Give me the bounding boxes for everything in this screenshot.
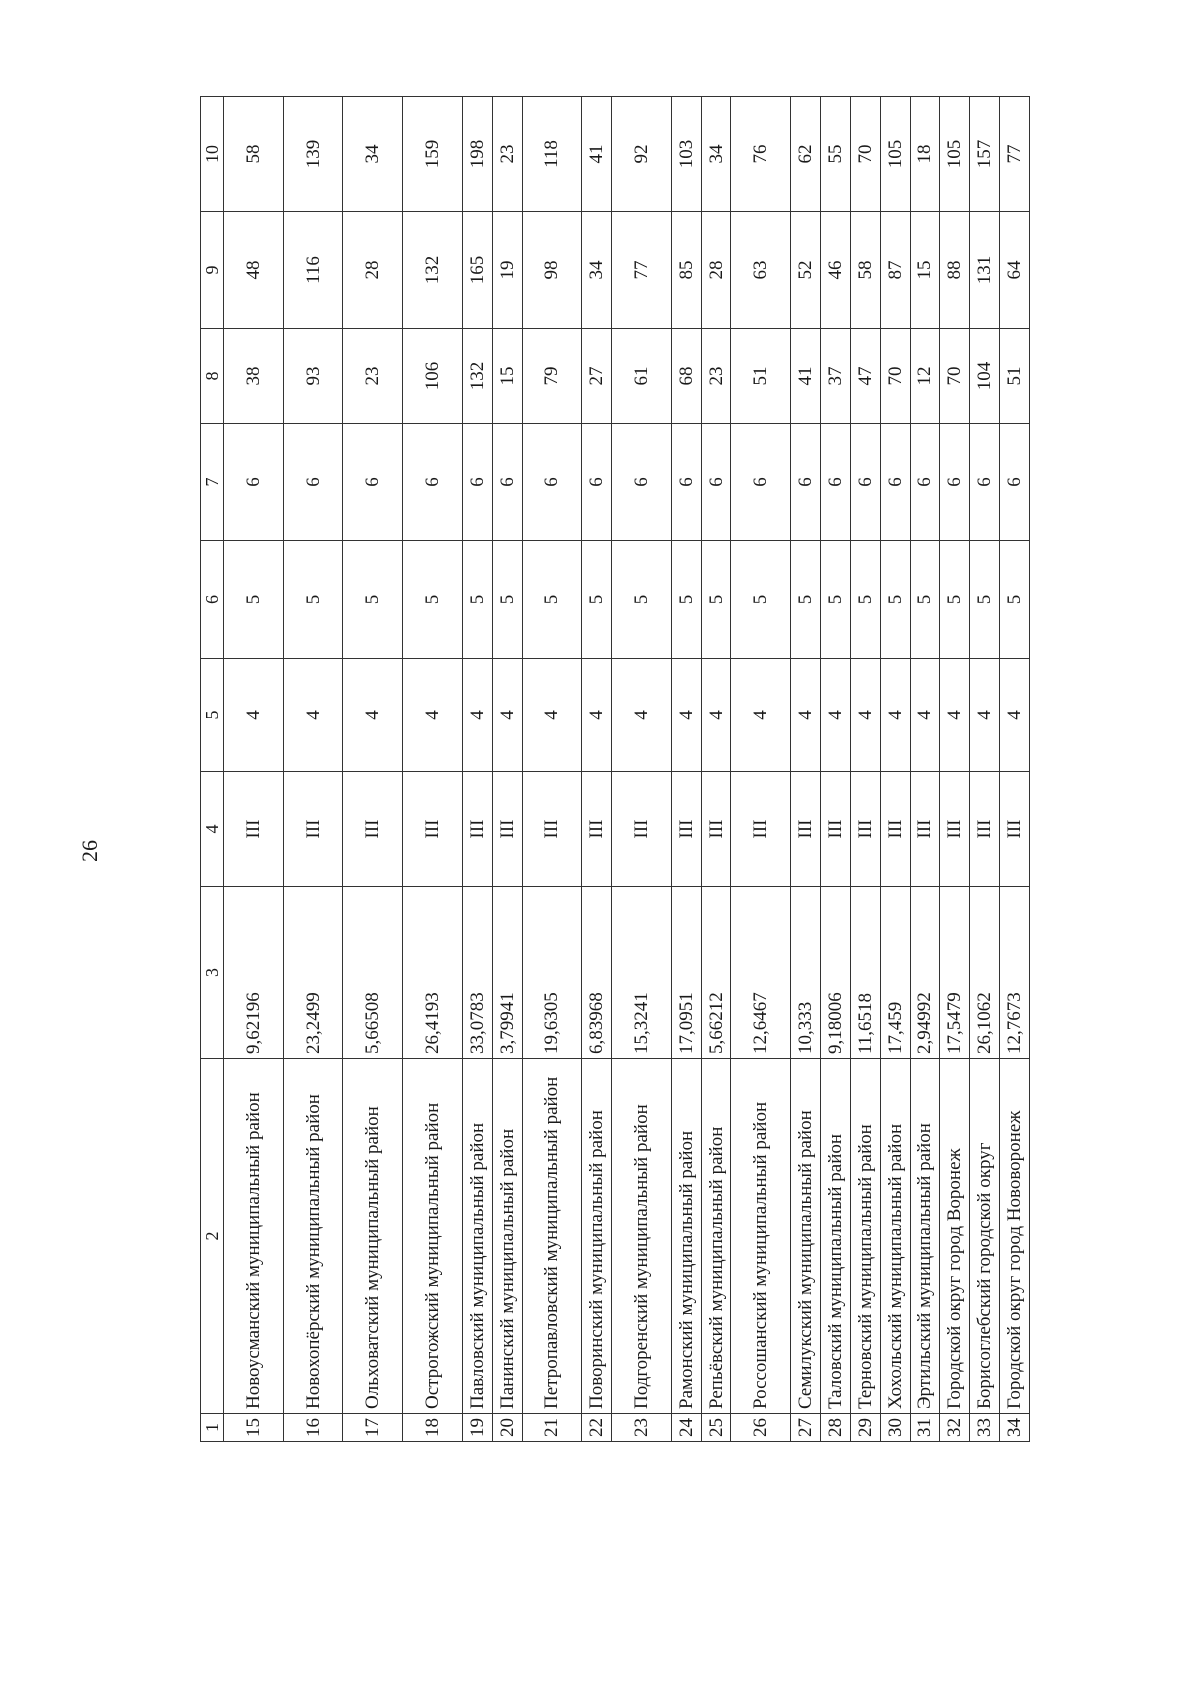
col7-cell: 6 — [791, 424, 821, 541]
row-number-cell: 23 — [612, 1414, 672, 1442]
category-cell: III — [820, 772, 850, 887]
col9-cell: 64 — [1000, 212, 1030, 329]
col7-cell: 6 — [880, 424, 910, 541]
category-cell: III — [1000, 772, 1030, 887]
category-cell: III — [731, 772, 791, 887]
col10-cell: 118 — [522, 97, 582, 212]
col5-cell: 4 — [731, 659, 791, 772]
category-cell: III — [522, 772, 582, 887]
col7-cell: 6 — [403, 424, 463, 541]
col9-cell: 77 — [612, 212, 672, 329]
area-cell: 17,5479 — [940, 887, 970, 1059]
col6-cell: 5 — [910, 541, 940, 659]
district-name-cell: Россошанский муниципальный район — [731, 1059, 791, 1414]
table-row — [582, 97, 612, 1442]
row-number-cell: 20 — [492, 1414, 522, 1442]
district-name-cell: Городской округ город Воронеж — [940, 1059, 970, 1414]
col5-cell: 4 — [224, 659, 284, 772]
col8-cell: 37 — [820, 329, 850, 424]
area-cell: 26,1062 — [970, 887, 1000, 1059]
district-name-cell: Хохольский муниципальный район — [880, 1059, 910, 1414]
row-number-cell: 25 — [701, 1414, 731, 1442]
table-row — [850, 97, 880, 1442]
table-body — [224, 97, 1030, 1442]
header-cell: 7 — [201, 424, 224, 541]
table-row — [343, 97, 403, 1442]
category-cell: III — [403, 772, 463, 887]
header-row — [201, 97, 224, 1442]
col9-cell: 98 — [522, 212, 582, 329]
col7-cell: 6 — [492, 424, 522, 541]
col7-cell: 6 — [820, 424, 850, 541]
row-number-cell: 32 — [940, 1414, 970, 1442]
col9-cell: 52 — [791, 212, 821, 329]
col10-cell: 58 — [224, 97, 284, 212]
row-number-cell: 17 — [343, 1414, 403, 1442]
table-row — [880, 97, 910, 1442]
col6-cell: 5 — [462, 541, 492, 659]
col9-cell: 28 — [343, 212, 403, 329]
area-cell: 23,2499 — [283, 887, 343, 1059]
col10-cell: 34 — [343, 97, 403, 212]
row-number-cell: 29 — [850, 1414, 880, 1442]
area-cell: 5,66212 — [701, 887, 731, 1059]
col7-cell: 6 — [731, 424, 791, 541]
col10-cell: 55 — [820, 97, 850, 212]
area-cell: 6,83968 — [582, 887, 612, 1059]
area-cell: 12,6467 — [731, 887, 791, 1059]
col5-cell: 4 — [671, 659, 701, 772]
col5-cell: 4 — [283, 659, 343, 772]
district-name-cell: Городской округ город Нововоронеж — [1000, 1059, 1030, 1414]
row-number-cell: 24 — [671, 1414, 701, 1442]
category-cell: III — [880, 772, 910, 887]
area-cell: 3,79941 — [492, 887, 522, 1059]
col5-cell: 4 — [820, 659, 850, 772]
row-number-cell: 34 — [1000, 1414, 1030, 1442]
row-number-cell: 16 — [283, 1414, 343, 1442]
table-row — [1000, 97, 1030, 1442]
district-name-cell: Поворинский муниципальный район — [582, 1059, 612, 1414]
col9-cell: 46 — [820, 212, 850, 329]
col7-cell: 6 — [522, 424, 582, 541]
col8-cell: 79 — [522, 329, 582, 424]
table-row — [820, 97, 850, 1442]
district-name-cell: Подгоренский муниципальный район — [612, 1059, 672, 1414]
col6-cell: 5 — [224, 541, 284, 659]
category-cell: III — [701, 772, 731, 887]
table-row — [492, 97, 522, 1442]
col6-cell: 5 — [343, 541, 403, 659]
col7-cell: 6 — [343, 424, 403, 541]
col7-cell: 6 — [224, 424, 284, 541]
col7-cell: 6 — [612, 424, 672, 541]
row-number-cell: 26 — [731, 1414, 791, 1442]
col9-cell: 165 — [462, 212, 492, 329]
category-cell: III — [612, 772, 672, 887]
col8-cell: 93 — [283, 329, 343, 424]
table-row — [940, 97, 970, 1442]
category-cell: III — [850, 772, 880, 887]
col10-cell: 77 — [1000, 97, 1030, 212]
row-number-cell: 27 — [791, 1414, 821, 1442]
category-cell: III — [970, 772, 1000, 887]
district-name-cell: Семилукский муниципальный район — [791, 1059, 821, 1414]
district-name-cell: Острогожский муниципальный район — [403, 1059, 463, 1414]
category-cell: III — [671, 772, 701, 887]
col10-cell: 139 — [283, 97, 343, 212]
row-number-cell: 15 — [224, 1414, 284, 1442]
col8-cell: 104 — [970, 329, 1000, 424]
table-row — [671, 97, 701, 1442]
category-cell: III — [791, 772, 821, 887]
row-number-cell: 33 — [970, 1414, 1000, 1442]
col9-cell: 28 — [701, 212, 731, 329]
col6-cell: 5 — [1000, 541, 1030, 659]
col5-cell: 4 — [343, 659, 403, 772]
area-cell: 10,333 — [791, 887, 821, 1059]
district-name-cell: Таловский муниципальный район — [820, 1059, 850, 1414]
col8-cell: 23 — [343, 329, 403, 424]
col9-cell: 15 — [910, 212, 940, 329]
col5-cell: 4 — [492, 659, 522, 772]
table-row — [731, 97, 791, 1442]
col8-cell: 70 — [940, 329, 970, 424]
row-number-cell: 28 — [820, 1414, 850, 1442]
col10-cell: 76 — [731, 97, 791, 212]
area-cell: 11,6518 — [850, 887, 880, 1059]
col5-cell: 4 — [850, 659, 880, 772]
col10-cell: 105 — [880, 97, 910, 212]
area-cell: 17,0951 — [671, 887, 701, 1059]
category-cell: III — [343, 772, 403, 887]
table-row — [283, 97, 343, 1442]
col9-cell: 34 — [582, 212, 612, 329]
area-cell: 2,94992 — [910, 887, 940, 1059]
col5-cell: 4 — [701, 659, 731, 772]
col5-cell: 4 — [582, 659, 612, 772]
row-number-cell: 22 — [582, 1414, 612, 1442]
col9-cell: 116 — [283, 212, 343, 329]
col6-cell: 5 — [791, 541, 821, 659]
col8-cell: 47 — [850, 329, 880, 424]
col8-cell: 51 — [731, 329, 791, 424]
col7-cell: 6 — [940, 424, 970, 541]
col7-cell: 6 — [970, 424, 1000, 541]
col10-cell: 34 — [701, 97, 731, 212]
header-cell: 5 — [201, 659, 224, 772]
col7-cell: 6 — [671, 424, 701, 541]
col5-cell: 4 — [612, 659, 672, 772]
district-name-cell: Рамонский муниципальный район — [671, 1059, 701, 1414]
category-cell: III — [462, 772, 492, 887]
col8-cell: 51 — [1000, 329, 1030, 424]
category-cell: III — [910, 772, 940, 887]
col8-cell: 27 — [582, 329, 612, 424]
area-cell: 19,6305 — [522, 887, 582, 1059]
col8-cell: 61 — [612, 329, 672, 424]
col10-cell: 70 — [850, 97, 880, 212]
col6-cell: 5 — [582, 541, 612, 659]
col5-cell: 4 — [910, 659, 940, 772]
header-cell: 8 — [201, 329, 224, 424]
area-cell: 12,7673 — [1000, 887, 1030, 1059]
district-name-cell: Ольховатский муниципальный район — [343, 1059, 403, 1414]
area-cell: 26,4193 — [403, 887, 463, 1059]
table-row — [970, 97, 1000, 1442]
col10-cell: 23 — [492, 97, 522, 212]
district-name-cell: Терновский муниципальный район — [850, 1059, 880, 1414]
col8-cell: 70 — [880, 329, 910, 424]
table-row — [791, 97, 821, 1442]
col6-cell: 5 — [403, 541, 463, 659]
col5-cell: 4 — [462, 659, 492, 772]
table-row — [701, 97, 731, 1442]
col10-cell: 92 — [612, 97, 672, 212]
col7-cell: 6 — [850, 424, 880, 541]
header-cell: 6 — [201, 541, 224, 659]
area-cell: 15,3241 — [612, 887, 672, 1059]
col5-cell: 4 — [970, 659, 1000, 772]
page-number: 26 — [77, 840, 102, 862]
category-cell: III — [283, 772, 343, 887]
row-number-cell: 21 — [522, 1414, 582, 1442]
col8-cell: 41 — [791, 329, 821, 424]
area-cell: 9,18006 — [820, 887, 850, 1059]
area-cell: 33,0783 — [462, 887, 492, 1059]
col6-cell: 5 — [820, 541, 850, 659]
col6-cell: 5 — [492, 541, 522, 659]
district-name-cell: Новоусманский муниципальный район — [224, 1059, 284, 1414]
district-name-cell: Павловский муниципальный район — [462, 1059, 492, 1414]
col10-cell: 62 — [791, 97, 821, 212]
table-row — [522, 97, 582, 1442]
col9-cell: 19 — [492, 212, 522, 329]
col6-cell: 5 — [850, 541, 880, 659]
district-name-cell: Панинский муниципальный район — [492, 1059, 522, 1414]
col6-cell: 5 — [731, 541, 791, 659]
col10-cell: 198 — [462, 97, 492, 212]
col8-cell: 15 — [492, 329, 522, 424]
col8-cell: 68 — [671, 329, 701, 424]
col9-cell: 48 — [224, 212, 284, 329]
col5-cell: 4 — [880, 659, 910, 772]
col8-cell: 132 — [462, 329, 492, 424]
district-name-cell: Борисоглебский городской округ — [970, 1059, 1000, 1414]
district-name-cell: Петропавловский муниципальный район — [522, 1059, 582, 1414]
col8-cell: 23 — [701, 329, 731, 424]
category-cell: III — [940, 772, 970, 887]
table-row — [403, 97, 463, 1442]
col6-cell: 5 — [612, 541, 672, 659]
row-number-cell: 18 — [403, 1414, 463, 1442]
col6-cell: 5 — [701, 541, 731, 659]
header-cell: 10 — [201, 97, 224, 212]
header-cell: 4 — [201, 772, 224, 887]
table-row — [224, 97, 284, 1442]
col8-cell: 38 — [224, 329, 284, 424]
col5-cell: 4 — [522, 659, 582, 772]
col10-cell: 18 — [910, 97, 940, 212]
col7-cell: 6 — [910, 424, 940, 541]
col6-cell: 5 — [522, 541, 582, 659]
col9-cell: 85 — [671, 212, 701, 329]
col5-cell: 4 — [403, 659, 463, 772]
district-name-cell: Новохопёрский муниципальный район — [283, 1059, 343, 1414]
col7-cell: 6 — [582, 424, 612, 541]
district-name-cell: Эртильский муниципальный район — [910, 1059, 940, 1414]
col9-cell: 87 — [880, 212, 910, 329]
col7-cell: 6 — [1000, 424, 1030, 541]
col9-cell: 132 — [403, 212, 463, 329]
table-row — [612, 97, 672, 1442]
data-table — [200, 96, 1030, 1442]
area-cell: 17,459 — [880, 887, 910, 1059]
row-number-cell: 31 — [910, 1414, 940, 1442]
col6-cell: 5 — [283, 541, 343, 659]
area-cell: 5,66508 — [343, 887, 403, 1059]
col8-cell: 106 — [403, 329, 463, 424]
col9-cell: 63 — [731, 212, 791, 329]
header-cell: 3 — [201, 887, 224, 1059]
category-cell: III — [582, 772, 612, 887]
rotated-table-wrapper — [200, 97, 1030, 1442]
district-name-cell: Репьёвский муниципальный район — [701, 1059, 731, 1414]
col6-cell: 5 — [970, 541, 1000, 659]
row-number-cell: 30 — [880, 1414, 910, 1442]
col5-cell: 4 — [791, 659, 821, 772]
col9-cell: 131 — [970, 212, 1000, 329]
col10-cell: 103 — [671, 97, 701, 212]
col5-cell: 4 — [1000, 659, 1030, 772]
col6-cell: 5 — [940, 541, 970, 659]
col6-cell: 5 — [880, 541, 910, 659]
col10-cell: 41 — [582, 97, 612, 212]
category-cell: III — [224, 772, 284, 887]
area-cell: 9,62196 — [224, 887, 284, 1059]
col7-cell: 6 — [283, 424, 343, 541]
col9-cell: 58 — [850, 212, 880, 329]
col7-cell: 6 — [462, 424, 492, 541]
col6-cell: 5 — [671, 541, 701, 659]
col10-cell: 159 — [403, 97, 463, 212]
category-cell: III — [492, 772, 522, 887]
col7-cell: 6 — [701, 424, 731, 541]
table-row — [462, 97, 492, 1442]
col10-cell: 105 — [940, 97, 970, 212]
row-number-cell: 19 — [462, 1414, 492, 1442]
col9-cell: 88 — [940, 212, 970, 329]
col8-cell: 12 — [910, 329, 940, 424]
header-cell: 1 — [201, 1414, 224, 1442]
col5-cell: 4 — [940, 659, 970, 772]
header-cell: 2 — [201, 1059, 224, 1414]
table-row — [910, 97, 940, 1442]
header-cell: 9 — [201, 212, 224, 329]
col10-cell: 157 — [970, 97, 1000, 212]
